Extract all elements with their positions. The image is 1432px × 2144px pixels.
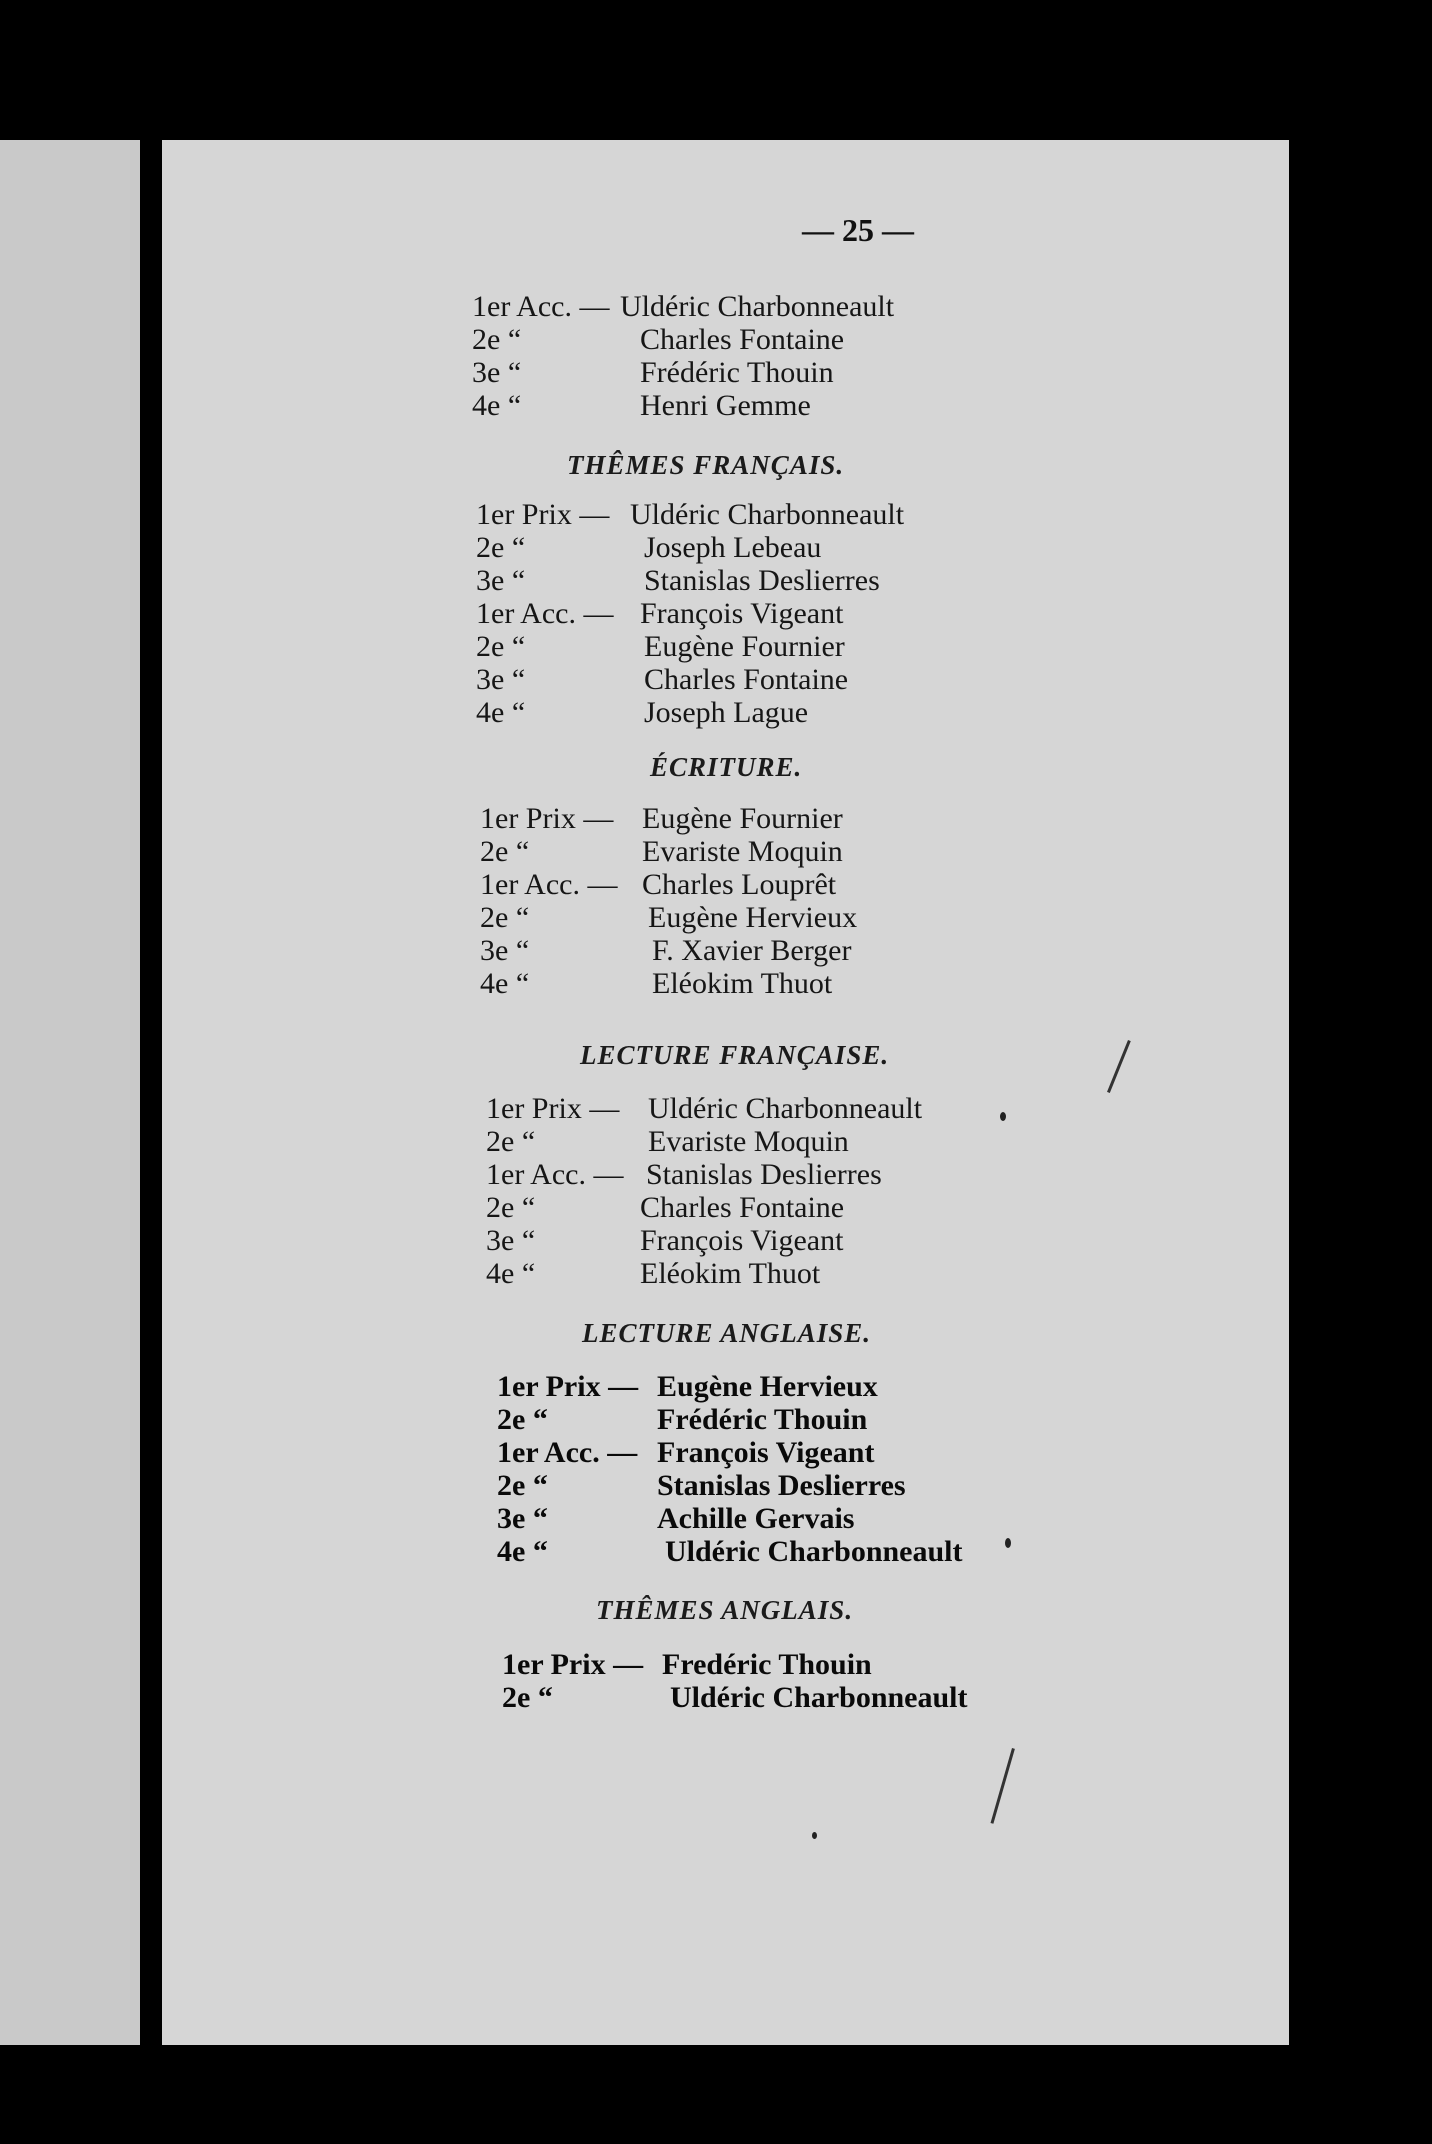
rank-label: 1er Prix — — [502, 1648, 644, 1681]
student-name: Frédéric Thouin — [640, 356, 834, 389]
student-name: Stanislas Deslierres — [657, 1469, 906, 1502]
top-border — [0, 0, 1432, 140]
rank-label: 1er Acc. — — [476, 597, 614, 630]
bottom-border — [0, 2045, 1432, 2144]
student-name: Evariste Moquin — [642, 835, 843, 868]
rank-label: 2e “ — [476, 531, 526, 564]
student-name: Uldéric Charbonneault — [620, 290, 895, 323]
student-name: Eugène Fournier — [644, 630, 845, 663]
student-name: Fredéric Thouin — [662, 1648, 872, 1681]
section-heading: THÊMES ANGLAIS. — [596, 1595, 854, 1625]
rank-label: 1er Acc. — — [497, 1436, 638, 1469]
student-name: Stanislas Deslierres — [644, 564, 880, 597]
student-name: Evariste Moquin — [648, 1125, 849, 1158]
right-border — [1289, 140, 1432, 2144]
rank-label: 2e “ — [497, 1469, 548, 1502]
page-number: — 25 — — [802, 212, 914, 248]
rank-label: 3e “ — [480, 934, 530, 967]
student-name: Eléokim Thuot — [640, 1257, 821, 1290]
student-name: Uldéric Charbonneault — [670, 1681, 968, 1714]
rank-label: 2e “ — [476, 630, 526, 663]
document-page — [162, 140, 1289, 2045]
student-name: Eléokim Thuot — [652, 967, 833, 1000]
rank-label: 4e “ — [480, 967, 530, 1000]
rank-label: 1er Prix — — [480, 802, 614, 835]
rank-label: 2e “ — [480, 901, 530, 934]
ink-speck — [1000, 1112, 1006, 1121]
rank-label: 4e “ — [497, 1535, 548, 1568]
student-name: François Vigeant — [640, 597, 844, 630]
prize-list — [162, 140, 1289, 2045]
rank-label: 4e “ — [472, 389, 522, 422]
rank-label: 4e “ — [486, 1257, 536, 1290]
rank-label: 1er Acc. — — [480, 868, 618, 901]
student-name: Charles Fontaine — [644, 663, 849, 696]
rank-label: 3e “ — [476, 663, 526, 696]
student-name: Charles Fontaine — [640, 323, 845, 356]
rank-label: 2e “ — [472, 323, 522, 356]
student-name: Joseph Lebeau — [644, 531, 822, 564]
student-name: Eugène Hervieux — [657, 1370, 878, 1403]
rank-label: 2e “ — [480, 835, 530, 868]
section-heading: ÉCRITURE. — [650, 752, 803, 782]
student-name: Charles Louprêt — [642, 868, 837, 901]
rank-label: 1er Acc. — — [486, 1158, 624, 1191]
student-name: Stanislas Deslierres — [646, 1158, 882, 1191]
rank-label: 1er Prix — — [476, 498, 610, 531]
rank-label: 1er Prix — — [497, 1370, 639, 1403]
student-name: Uldéric Charbonneault — [648, 1092, 923, 1125]
student-name: François Vigeant — [657, 1436, 875, 1469]
student-name: Uldéric Charbonneault — [665, 1535, 963, 1568]
student-name: Charles Fontaine — [640, 1191, 845, 1224]
section-heading: LECTURE FRANÇAISE. — [580, 1040, 890, 1070]
student-name: François Vigeant — [640, 1224, 844, 1257]
rank-label: 2e “ — [497, 1403, 548, 1436]
left-page-edge — [0, 140, 140, 2055]
rank-label: 1er Prix — — [486, 1092, 620, 1125]
student-name: F. Xavier Berger — [652, 934, 852, 967]
rank-label: 4e “ — [476, 696, 526, 729]
rank-label: 2e “ — [502, 1681, 553, 1714]
book-spine — [140, 140, 162, 2055]
student-name: Eugène Fournier — [642, 802, 843, 835]
student-name: Uldéric Charbonneault — [630, 498, 905, 531]
rank-label: 3e “ — [476, 564, 526, 597]
student-name: Joseph Lague — [644, 696, 809, 729]
student-name: Frédéric Thouin — [657, 1403, 868, 1436]
rank-label: 3e “ — [486, 1224, 536, 1257]
rank-label: 2e “ — [486, 1191, 536, 1224]
student-name: Eugène Hervieux — [648, 901, 858, 934]
rank-label: 2e “ — [486, 1125, 536, 1158]
section-heading: THÊMES FRANÇAIS. — [567, 450, 845, 480]
student-name: Henri Gemme — [640, 389, 811, 422]
student-name: Achille Gervais — [657, 1502, 855, 1535]
section-heading: LECTURE ANGLAISE. — [582, 1318, 872, 1348]
rank-label: 1er Acc. — — [472, 290, 610, 323]
ink-speck — [1005, 1538, 1011, 1548]
ink-speck — [812, 1832, 817, 1839]
rank-label: 3e “ — [472, 356, 522, 389]
rank-label: 3e “ — [497, 1502, 548, 1535]
